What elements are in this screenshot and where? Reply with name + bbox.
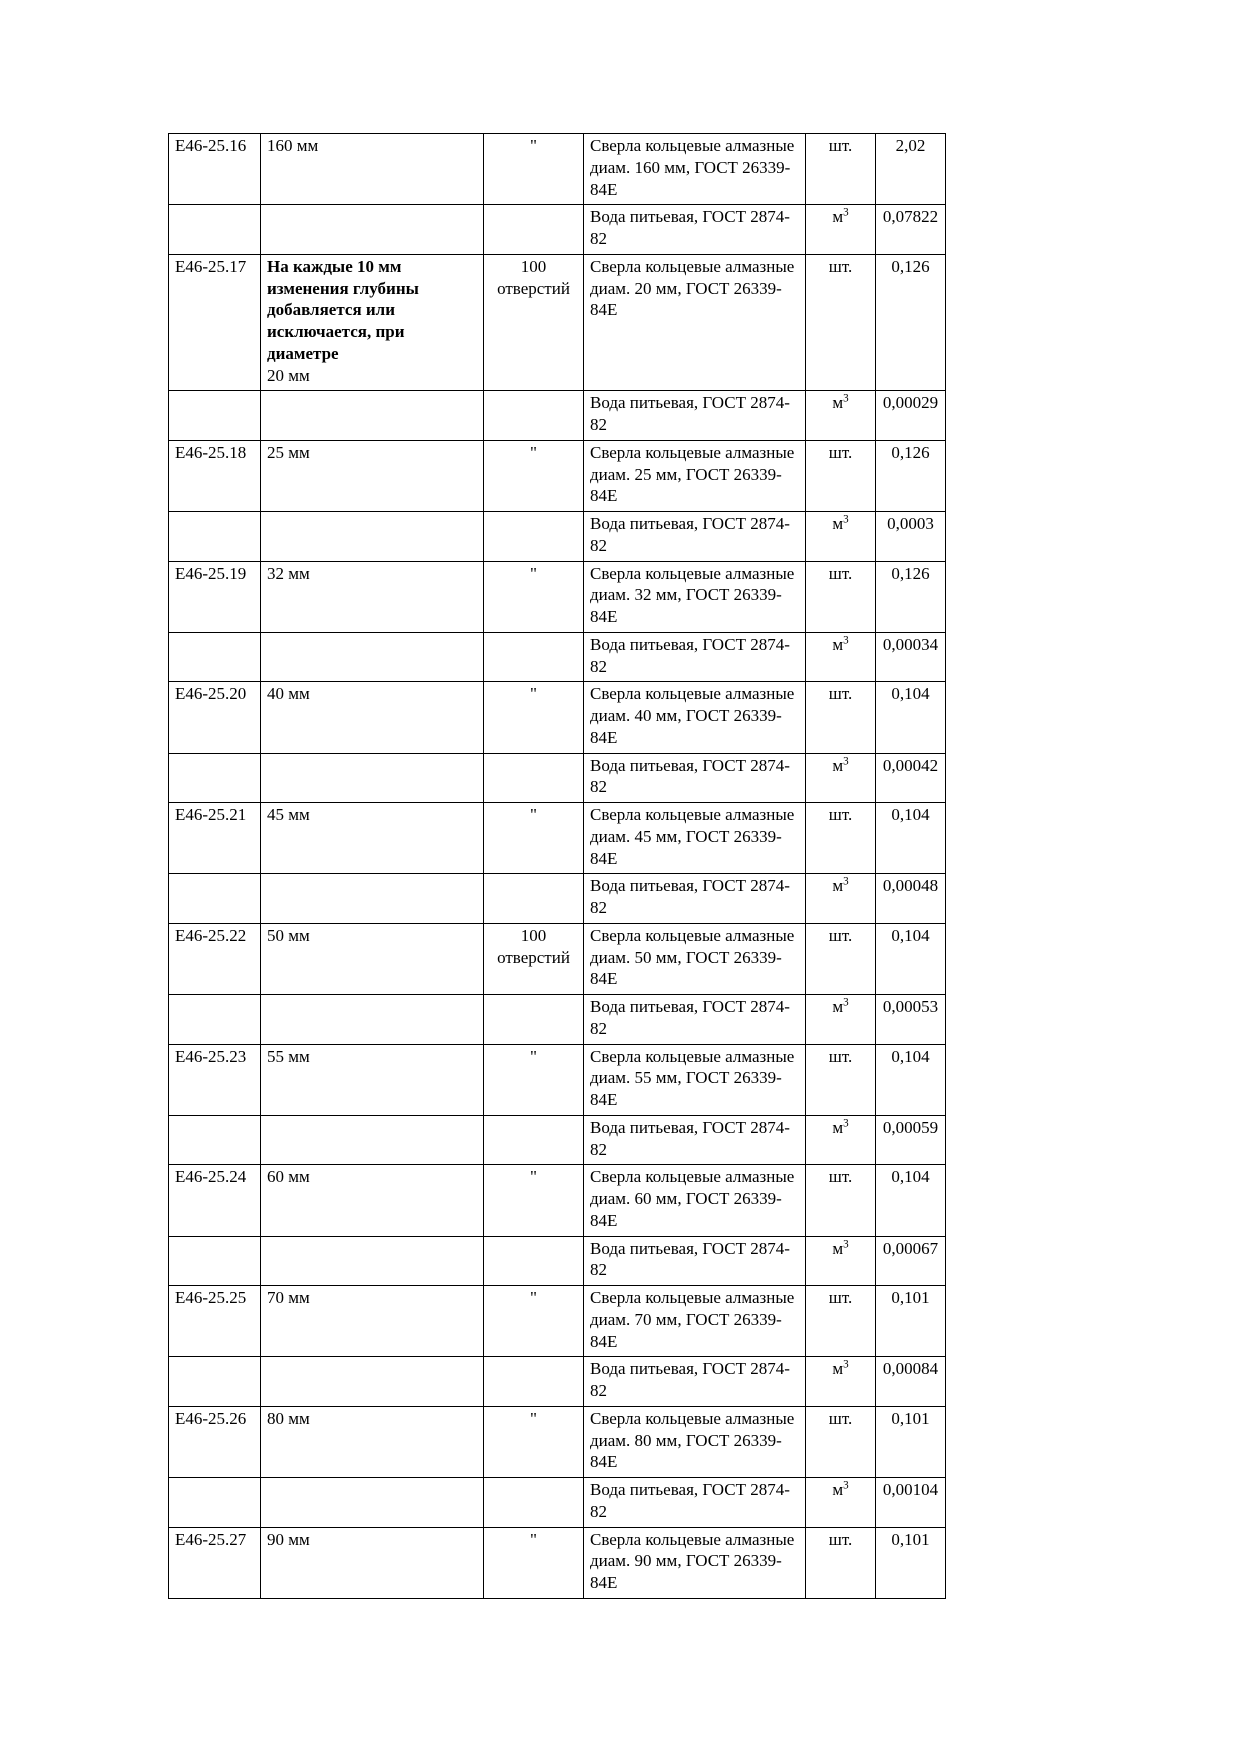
- table-row: [169, 1357, 946, 1407]
- table-row: [169, 1115, 946, 1165]
- table-row: [169, 134, 946, 205]
- measure-text: м: [832, 876, 844, 896]
- table-row: [169, 1165, 946, 1236]
- rates-table-body: [169, 134, 946, 1599]
- description-cell: [261, 632, 484, 682]
- value-cell: 0,101: [876, 1286, 946, 1357]
- measure-cell: [806, 205, 876, 255]
- material-cell: Сверла кольцевые алмазные диам. 90 мм, ГОСТ 26339-84Е: [584, 1527, 806, 1598]
- table-row: [169, 632, 946, 682]
- code-cell: [169, 1236, 261, 1286]
- material-cell: Сверла кольцевые алмазные диам. 160 мм, ГОСТ 26339-84Е: [584, 134, 806, 205]
- code-cell: Е46-25.25: [169, 1286, 261, 1357]
- description-text: 40 мм: [267, 684, 310, 704]
- material-cell: Вода питьевая, ГОСТ 2874-82: [584, 391, 806, 441]
- table-row: [169, 205, 946, 255]
- value-cell: 0,00029: [876, 391, 946, 441]
- material-cell: Сверла кольцевые алмазные диам. 40 мм, ГОСТ 26339-84Е: [584, 682, 806, 753]
- table-row: [169, 874, 946, 924]
- measure-text: шт.: [828, 1529, 853, 1549]
- material-cell: Вода питьевая, ГОСТ 2874-82: [584, 205, 806, 255]
- unit-of-measure-cell: ": [484, 1406, 584, 1477]
- value-cell: 0,101: [876, 1527, 946, 1598]
- value-cell: 2,02: [876, 134, 946, 205]
- material-cell: Сверла кольцевые алмазные диам. 50 мм, ГОСТ 26339-84Е: [584, 923, 806, 994]
- value-cell: 0,00048: [876, 874, 946, 924]
- description-text: 60 мм: [267, 1167, 310, 1187]
- measure-text: м: [832, 997, 844, 1016]
- rates-table: [168, 133, 946, 1599]
- description-cell: [261, 1527, 484, 1598]
- value-cell: 0,0003: [876, 512, 946, 562]
- unit-of-measure-cell: 100 отверстий: [484, 923, 584, 994]
- measure-text: м: [832, 634, 844, 654]
- table-row: [169, 1236, 946, 1286]
- unit-of-measure-cell: [484, 753, 584, 803]
- table-row: [169, 254, 946, 391]
- table-row: [169, 1286, 946, 1357]
- description-text: 32 мм: [267, 563, 310, 583]
- table-row: [169, 682, 946, 753]
- description-bold-text: На каждые 10 мм изменения глубины добавляется или исключается, при диаметре: [267, 256, 419, 363]
- measure-text: м: [832, 207, 844, 227]
- material-cell: Вода питьевая, ГОСТ 2874-82: [584, 1357, 806, 1407]
- value-cell: 0,101: [876, 1406, 946, 1477]
- unit-of-measure-cell: ": [484, 803, 584, 874]
- table-row: [169, 512, 946, 562]
- measure-text: шт.: [828, 1408, 853, 1428]
- description-cell: [261, 205, 484, 255]
- material-cell: Вода питьевая, ГОСТ 2874-82: [584, 874, 806, 924]
- unit-of-measure-cell: [484, 995, 584, 1045]
- measure-superscript: 3: [843, 1117, 849, 1130]
- measure-text: шт.: [828, 1288, 853, 1307]
- value-cell: 0,07822: [876, 205, 946, 255]
- description-cell: [261, 753, 484, 803]
- table-row: [169, 923, 946, 994]
- material-cell: Сверла кольцевые алмазные диам. 55 мм, ГОСТ 26339-84Е: [584, 1044, 806, 1115]
- measure-text: м: [832, 514, 844, 533]
- measure-superscript: 3: [843, 1479, 849, 1492]
- code-cell: [169, 632, 261, 682]
- code-cell: Е46-25.17: [169, 254, 261, 391]
- description-text: 55 мм: [267, 1046, 310, 1066]
- code-cell: Е46-25.19: [169, 561, 261, 632]
- value-cell: 0,104: [876, 682, 946, 753]
- code-cell: [169, 753, 261, 803]
- unit-of-measure-cell: [484, 1357, 584, 1407]
- measure-superscript: 3: [843, 1358, 849, 1371]
- value-cell: 0,104: [876, 803, 946, 874]
- unit-of-measure-cell: [484, 632, 584, 682]
- value-cell: 0,00034: [876, 632, 946, 682]
- measure-cell: [806, 923, 876, 994]
- measure-cell: [806, 1165, 876, 1236]
- code-cell: [169, 512, 261, 562]
- code-cell: Е46-25.22: [169, 923, 261, 994]
- unit-of-measure-cell: ": [484, 440, 584, 511]
- description-cell: [261, 1478, 484, 1528]
- measure-superscript: 3: [843, 1237, 849, 1250]
- unit-of-measure-cell: ": [484, 561, 584, 632]
- description-cell: [261, 923, 484, 994]
- table-row: [169, 1044, 946, 1115]
- description-text: 70 мм: [267, 1288, 310, 1307]
- description-text: 25 мм: [267, 442, 310, 462]
- measure-cell: [806, 512, 876, 562]
- table-row: [169, 440, 946, 511]
- description-cell: [261, 1044, 484, 1115]
- material-cell: Сверла кольцевые алмазные диам. 80 мм, ГОСТ 26339-84Е: [584, 1406, 806, 1477]
- measure-cell: [806, 1357, 876, 1407]
- description-cell: [261, 440, 484, 511]
- value-cell: 0,00084: [876, 1357, 946, 1407]
- value-cell: 0,126: [876, 440, 946, 511]
- description-cell: [261, 134, 484, 205]
- measure-text: м: [832, 1117, 844, 1137]
- measure-text: шт.: [828, 925, 853, 945]
- measure-superscript: 3: [843, 392, 849, 405]
- material-cell: Вода питьевая, ГОСТ 2874-82: [584, 1478, 806, 1528]
- material-cell: Сверла кольцевые алмазные диам. 60 мм, ГОСТ 26339-84Е: [584, 1165, 806, 1236]
- material-cell: Вода питьевая, ГОСТ 2874-82: [584, 1236, 806, 1286]
- measure-cell: [806, 1236, 876, 1286]
- description-cell: [261, 561, 484, 632]
- measure-text: м: [832, 755, 844, 775]
- description-cell: [261, 995, 484, 1045]
- material-cell: Вода питьевая, ГОСТ 2874-82: [584, 995, 806, 1045]
- value-cell: 0,104: [876, 923, 946, 994]
- measure-superscript: 3: [843, 875, 849, 888]
- code-cell: Е46-25.26: [169, 1406, 261, 1477]
- value-cell: 0,00104: [876, 1478, 946, 1528]
- description-cell: [261, 512, 484, 562]
- measure-superscript: 3: [843, 634, 849, 647]
- measure-cell: [806, 254, 876, 391]
- material-cell: Вода питьевая, ГОСТ 2874-82: [584, 1115, 806, 1165]
- value-cell: 0,00053: [876, 995, 946, 1045]
- table-row: [169, 803, 946, 874]
- table-row: [169, 561, 946, 632]
- description-cell: [261, 1236, 484, 1286]
- measure-text: м: [832, 393, 844, 413]
- value-cell: 0,00059: [876, 1115, 946, 1165]
- measure-superscript: 3: [843, 206, 849, 219]
- measure-cell: [806, 803, 876, 874]
- table-row: [169, 1478, 946, 1528]
- value-cell: 0,00067: [876, 1236, 946, 1286]
- code-cell: [169, 1357, 261, 1407]
- unit-of-measure-cell: 100 отверстий: [484, 254, 584, 391]
- measure-cell: [806, 1286, 876, 1357]
- measure-cell: [806, 391, 876, 441]
- code-cell: Е46-25.24: [169, 1165, 261, 1236]
- measure-cell: [806, 1406, 876, 1477]
- measure-text: шт.: [828, 1046, 853, 1066]
- code-cell: [169, 1115, 261, 1165]
- unit-of-measure-cell: [484, 1115, 584, 1165]
- code-cell: [169, 391, 261, 441]
- code-cell: Е46-25.21: [169, 803, 261, 874]
- description-cell: [261, 1115, 484, 1165]
- measure-text: шт.: [828, 1167, 853, 1187]
- value-cell: 0,00042: [876, 753, 946, 803]
- table-row: [169, 753, 946, 803]
- code-cell: Е46-25.16: [169, 134, 261, 205]
- measure-text: м: [832, 1480, 844, 1499]
- unit-of-measure-cell: ": [484, 1286, 584, 1357]
- value-cell: 0,104: [876, 1044, 946, 1115]
- description-cell: [261, 1357, 484, 1407]
- measure-cell: [806, 1478, 876, 1528]
- code-cell: Е46-25.20: [169, 682, 261, 753]
- measure-cell: [806, 632, 876, 682]
- material-cell: Сверла кольцевые алмазные диам. 45 мм, ГОСТ 26339-84Е: [584, 803, 806, 874]
- unit-of-measure-cell: ": [484, 1044, 584, 1115]
- measure-cell: [806, 1044, 876, 1115]
- unit-of-measure-cell: [484, 205, 584, 255]
- measure-text: шт.: [828, 442, 853, 462]
- description-cell: [261, 1406, 484, 1477]
- material-cell: Сверла кольцевые алмазные диам. 32 мм, ГОСТ 26339-84Е: [584, 561, 806, 632]
- description-cell: [261, 874, 484, 924]
- measure-text: шт.: [828, 136, 853, 155]
- description-cell: [261, 682, 484, 753]
- material-cell: Сверла кольцевые алмазные диам. 20 мм, ГОСТ 26339-84Е: [584, 254, 806, 391]
- measure-text: м: [832, 1238, 844, 1258]
- material-cell: Вода питьевая, ГОСТ 2874-82: [584, 753, 806, 803]
- measure-text: шт.: [828, 256, 853, 276]
- unit-of-measure-cell: [484, 512, 584, 562]
- measure-superscript: 3: [843, 754, 849, 767]
- unit-of-measure-cell: [484, 391, 584, 441]
- measure-text: м: [832, 1359, 844, 1379]
- measure-cell: [806, 1115, 876, 1165]
- description-cell: [261, 803, 484, 874]
- unit-of-measure-cell: [484, 874, 584, 924]
- description-cell: [261, 391, 484, 441]
- description-cell: [261, 254, 484, 391]
- description-text: 45 мм: [267, 805, 310, 824]
- unit-of-measure-cell: ": [484, 134, 584, 205]
- description-text: 20 мм: [267, 365, 310, 385]
- unit-of-measure-cell: ": [484, 1165, 584, 1236]
- measure-text: шт.: [828, 805, 853, 824]
- measure-cell: [806, 874, 876, 924]
- table-row: [169, 995, 946, 1045]
- description-text: 90 мм: [267, 1529, 310, 1549]
- description-text: 160 мм: [267, 136, 319, 155]
- table-row: [169, 391, 946, 441]
- unit-of-measure-cell: ": [484, 1527, 584, 1598]
- unit-of-measure-cell: [484, 1478, 584, 1528]
- measure-text: шт.: [828, 684, 853, 704]
- measure-cell: [806, 561, 876, 632]
- unit-of-measure-cell: [484, 1236, 584, 1286]
- value-cell: 0,126: [876, 254, 946, 391]
- code-cell: [169, 874, 261, 924]
- value-cell: 0,104: [876, 1165, 946, 1236]
- code-cell: [169, 1478, 261, 1528]
- unit-of-measure-cell: ": [484, 682, 584, 753]
- measure-cell: [806, 134, 876, 205]
- measure-cell: [806, 682, 876, 753]
- table-row: [169, 1527, 946, 1598]
- code-cell: [169, 205, 261, 255]
- material-cell: Вода питьевая, ГОСТ 2874-82: [584, 512, 806, 562]
- measure-cell: [806, 753, 876, 803]
- code-cell: Е46-25.27: [169, 1527, 261, 1598]
- value-cell: 0,126: [876, 561, 946, 632]
- material-cell: Сверла кольцевые алмазные диам. 25 мм, ГОСТ 26339-84Е: [584, 440, 806, 511]
- measure-cell: [806, 995, 876, 1045]
- description-text: 80 мм: [267, 1408, 310, 1428]
- code-cell: Е46-25.18: [169, 440, 261, 511]
- material-cell: Вода питьевая, ГОСТ 2874-82: [584, 632, 806, 682]
- measure-text: шт.: [828, 563, 853, 583]
- code-cell: [169, 995, 261, 1045]
- description-cell: [261, 1165, 484, 1236]
- material-cell: Сверла кольцевые алмазные диам. 70 мм, ГОСТ 26339-84Е: [584, 1286, 806, 1357]
- description-text: 50 мм: [267, 925, 310, 945]
- description-cell: [261, 1286, 484, 1357]
- table-row: [169, 1406, 946, 1477]
- code-cell: Е46-25.23: [169, 1044, 261, 1115]
- measure-cell: [806, 1527, 876, 1598]
- measure-superscript: 3: [843, 996, 849, 1009]
- measure-superscript: 3: [843, 513, 849, 526]
- measure-cell: [806, 440, 876, 511]
